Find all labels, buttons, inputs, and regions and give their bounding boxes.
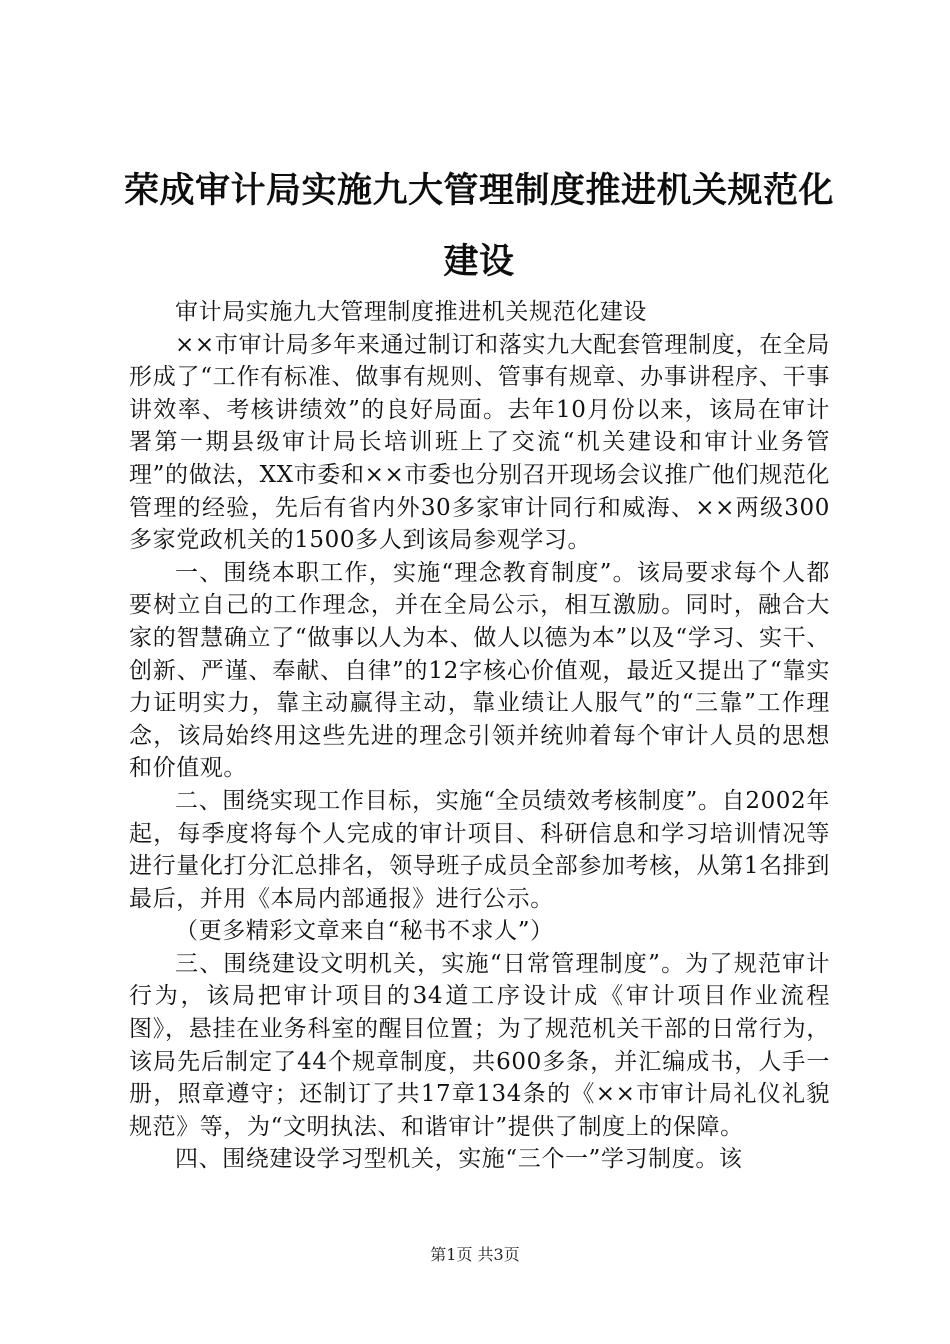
intro-paragraph: ××市审计局多年来通过制订和落实九大配套管理制度，在全局形成了“工作有标准、做事有规则、管事有规章、办事讲程序、干事讲效率、考核讲绩效”的良好局面。去年10月份以来，该局在审计署第一期县级审计局长培训班上了交流“机关建设和审计业务管理”的做法，XX市委和××市委也分别召开现场会议推广他们规范化管理的经验，先后有省内外30多家审计同行和威海、××两级300多家党政机关的1500多人到该局参观学习。	[129, 331, 830, 554]
section-three-paragraph: 三、围绕建设文明机关，实施“日常管理制度”。为了规范审计行为，该局把审计项目的34道工序设计成《审计项目作业流程图》，悬挂在业务科室的醒目位置；为了规范机关干部的日常行为，该局先后制定了44个规章制度，共600多条，并汇编成书，人手一册，照章遵守；还制订了共17章134条的《××市审计局礼仪礼貌规范》等，为“文明执法、和谐审计”提供了制度上的保障。	[129, 950, 830, 1140]
page-number-footer: 第1页 共3页	[430, 1245, 520, 1264]
section-two-paragraph: 二、围绕实现工作目标，实施“全员绩效考核制度”。自2002年起，每季度将每个人完成的审计项目、科研信息和学习培训情况等进行量化打分汇总排名，领导班子成员全部参加考核，从第1名排到最后，并用《本局内部通报》进行公示。	[129, 787, 830, 912]
document-body	[129, 296, 830, 1176]
section-four-paragraph: 四、围绕建设学习型机关，实施“三个一”学习制度。该	[175, 1146, 743, 1173]
section-one-paragraph: 一、围绕本职工作，实施“理念教育制度”。该局要求每个人都要树立自己的工作理念，并在全局公示，相互激励。同时，融合大家的智慧确立了“做事以人为本、做人以德为本”以及“学习、实干、创新、严谨、奉献、自律”的12字核心价值观，最近又提出了“靠实力证明实力，靠主动赢得主动，靠业绩让人服气”的“三靠”工作理念，该局始终用这些先进的理念引领并统帅着每个审计人员的思想和价值观。	[129, 559, 830, 782]
source-note-paragraph: （更多精彩文章来自“秘书不求人”）	[175, 918, 554, 945]
document-title: 荣成审计局实施九大管理制度推进机关规范化建设	[123, 171, 834, 282]
subtitle-paragraph: 审计局实施九大管理制度推进机关规范化建设	[175, 299, 647, 325]
